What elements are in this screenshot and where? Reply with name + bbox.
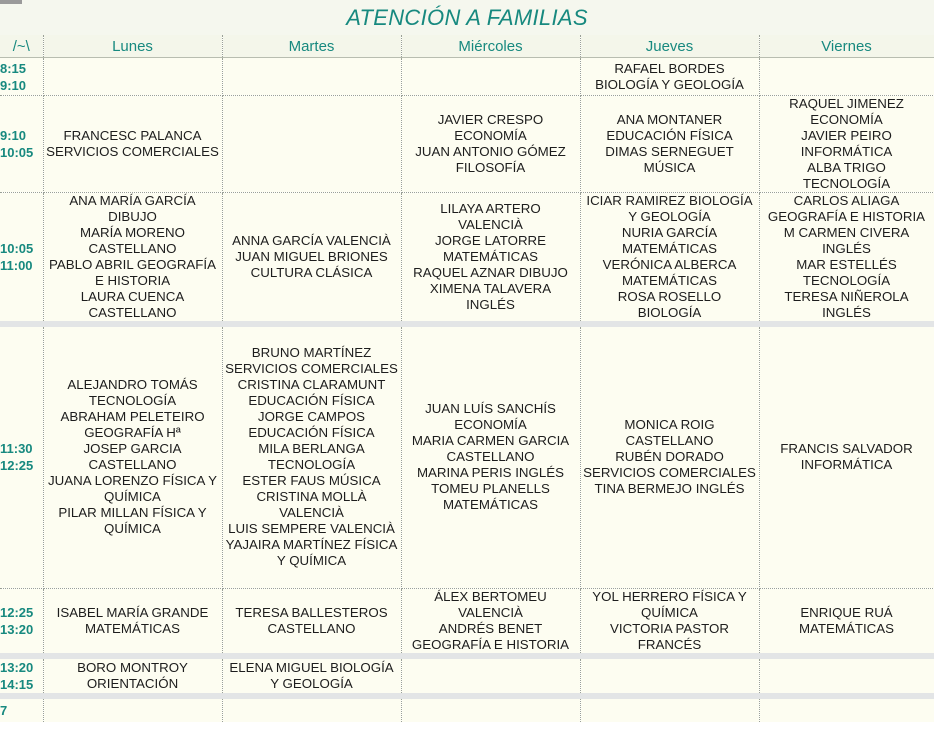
- cell-text-line: CASTELLANO: [625, 433, 714, 449]
- cell-text-line: FILOSOFÍA: [455, 160, 526, 175]
- cell-text-line: XIMENA TALAVERA: [429, 281, 552, 296]
- cell-text-line: QUÍMICA: [104, 489, 161, 505]
- schedule-cell-miercoles[interactable]: [401, 696, 580, 722]
- time-end: 13:20: [0, 621, 34, 637]
- cell-text-line: INGLÉS: [466, 297, 515, 312]
- schedule-cell-miercoles[interactable]: [401, 193, 580, 325]
- time-slot-cell[interactable]: [0, 588, 43, 656]
- schedule-cell-jueves[interactable]: [580, 96, 759, 193]
- schedule-cell-viernes[interactable]: [759, 656, 934, 696]
- cell-text-line: MATEMÁTICAS: [442, 497, 539, 513]
- day-header-viernes[interactable]: Viernes: [759, 35, 934, 58]
- cell-text-line: TINA BERMEJO INGLÉS: [594, 481, 745, 497]
- cell-text-line: VALENCIÀ: [279, 505, 344, 521]
- schedule-cell-jueves[interactable]: [580, 324, 759, 588]
- time-start: 13:20: [0, 659, 34, 675]
- cell-text-line: CULTURA CLÁSICA: [250, 265, 373, 280]
- cell-text-line: YOL HERRERO FÍSICA Y: [592, 588, 747, 604]
- cell-text-line: JOSEP GARCIA: [83, 441, 182, 457]
- schedule-cell-lunes[interactable]: [43, 656, 222, 696]
- table-row: [0, 324, 934, 588]
- cell-text-line: RAFAEL BORDES: [614, 60, 725, 76]
- schedule-cell-miercoles[interactable]: [401, 324, 580, 588]
- cell-text-line: QUÍMICA: [641, 604, 698, 620]
- cell-text-line: PABLO ABRIL GEOGRAFÍA: [48, 257, 216, 272]
- cell-text-line: MATEMÁTICAS: [84, 620, 181, 636]
- cell-text-line: LAURA CUENCA: [80, 289, 185, 304]
- table-row: [0, 58, 934, 96]
- cell-text-line: JAVIER CRESPO: [437, 112, 544, 127]
- window-corner-mark: [0, 0, 22, 4]
- cell-text-line: JUAN MIGUEL BRIONES: [235, 249, 388, 264]
- schedule-cell-jueves[interactable]: [580, 588, 759, 656]
- title-bar: [0, 0, 934, 36]
- cell-text-line: CRISTINA MOLLÀ: [256, 489, 367, 505]
- table-row: [0, 588, 934, 656]
- cell-text-line: CASTELLANO: [446, 449, 535, 465]
- cell-text-line: PILAR MILLAN FÍSICA Y: [58, 505, 207, 521]
- header-row: [0, 35, 934, 58]
- cell-text-line: VERÓNICA ALBERCA: [602, 257, 737, 272]
- time-start: 11:30: [0, 441, 33, 457]
- schedule-cell-lunes[interactable]: [43, 96, 222, 193]
- corner-cell[interactable]: /~\: [0, 35, 43, 58]
- cell-text-line: RAQUEL JIMENEZ: [789, 96, 904, 111]
- cell-text-line: VALENCIÀ: [458, 217, 523, 232]
- cell-text-line: MONICA ROIG: [624, 417, 715, 433]
- schedule-cell-miercoles[interactable]: [401, 96, 580, 193]
- cell-text-line: ENRIQUE RUÁ: [800, 604, 893, 620]
- time-end: 9:10: [0, 77, 27, 93]
- time-start: 12:25: [0, 604, 34, 620]
- schedule-cell-jueves[interactable]: [580, 58, 759, 96]
- cell-text-line: TERESA BALLESTEROS: [235, 604, 388, 620]
- cell-text-line: ECONOMÍA: [810, 112, 883, 127]
- schedule-cell-martes[interactable]: [222, 58, 401, 96]
- cell-text-line: MÚSICA: [643, 160, 696, 175]
- table-row: [0, 96, 934, 193]
- cell-text-line: EDUCACIÓN FÍSICA: [606, 128, 733, 143]
- cell-text-line: ÁLEX BERTOMEU: [434, 588, 547, 604]
- cell-text-line: ALEJANDRO TOMÁS: [67, 377, 198, 393]
- cell-text-line: ESTER FAUS MÚSICA: [242, 473, 381, 489]
- day-header-martes[interactable]: Martes: [222, 35, 401, 58]
- cell-text-line: EDUCACIÓN FÍSICA: [248, 425, 375, 441]
- time-start: 10:05: [0, 241, 34, 256]
- schedule-cell-viernes[interactable]: [759, 324, 934, 588]
- schedule-cell-viernes[interactable]: [759, 58, 934, 96]
- cell-text-line: TOMEU PLANELLS: [431, 481, 550, 497]
- table-row: [0, 656, 934, 696]
- cell-text-line: MARÍA MORENO: [80, 225, 185, 240]
- cell-text-line: FRANCIS SALVADOR: [780, 441, 913, 457]
- cell-text-line: DIMAS SERNEGUET: [605, 144, 734, 159]
- schedule-cell-lunes[interactable]: [43, 58, 222, 96]
- cell-text-line: JORGE CAMPOS: [257, 409, 366, 425]
- cell-text-line: DIBUJO: [108, 209, 157, 224]
- cell-text-line: CASTELLANO: [267, 620, 356, 636]
- schedule-cell-lunes[interactable]: [43, 324, 222, 588]
- cell-text-line: GEOGRAFÍA E HISTORIA: [767, 209, 926, 224]
- schedule-cell-jueves[interactable]: [580, 696, 759, 722]
- cell-text-line: BRUNO MARTÍNEZ: [251, 345, 372, 361]
- day-header-jueves[interactable]: Jueves: [580, 35, 759, 58]
- schedule-cell-jueves[interactable]: [580, 193, 759, 325]
- cell-text-line: MATEMÁTICAS: [621, 241, 718, 256]
- time-end: 10:05: [0, 145, 34, 160]
- schedule-cell-viernes[interactable]: [759, 696, 934, 722]
- cell-text-line: Y GEOLOGÍA: [628, 209, 711, 224]
- cell-text-line: JUAN ANTONIO GÓMEZ: [415, 144, 566, 159]
- schedule-cell-viernes[interactable]: [759, 588, 934, 656]
- cell-text-line: ANDRÉS BENET: [438, 620, 543, 636]
- cell-text-line: NURIA GARCÍA: [621, 225, 718, 240]
- cell-text-line: FRANCESC PALANCA: [63, 128, 202, 143]
- schedule-cell-miercoles[interactable]: [401, 58, 580, 96]
- schedule-cell-martes[interactable]: [222, 193, 401, 325]
- day-header-miercoles[interactable]: Miércoles: [401, 35, 580, 58]
- cell-text-line: INFORMÁTICA: [800, 144, 893, 159]
- cell-text-line: GEOGRAFÍA Hª: [84, 425, 181, 441]
- time-slot-cell[interactable]: [0, 656, 43, 696]
- schedule-cell-viernes[interactable]: [759, 193, 934, 325]
- schedule-cell-jueves[interactable]: [580, 656, 759, 696]
- time-slot-cell[interactable]: [0, 324, 43, 588]
- time-end: 14:15: [0, 676, 34, 692]
- cell-text-line: MARINA PERIS INGLÉS: [416, 465, 565, 481]
- cell-text-line: INFORMÁTICA: [800, 457, 893, 473]
- cell-text-line: LILAYA ARTERO: [440, 201, 541, 216]
- cell-text-line: TECNOLOGÍA: [802, 273, 891, 288]
- schedule-cell-miercoles[interactable]: [401, 656, 580, 696]
- cell-text-line: SERVICIOS COMERCIALES: [46, 144, 219, 159]
- time-slot-cell[interactable]: [0, 193, 43, 325]
- cell-text-line: VALENCIÀ: [458, 604, 523, 620]
- cell-text-line: TECNOLOGÍA: [802, 176, 891, 191]
- cell-text-line: ANA MARÍA GARCÍA: [69, 193, 196, 208]
- cell-text-line: JORGE LATORRE: [434, 233, 547, 248]
- cell-text-line: CARLOS ALIAGA: [793, 193, 900, 208]
- time-start: 9:10: [0, 128, 27, 143]
- cell-text-line: RAQUEL AZNAR DIBUJO: [413, 265, 568, 280]
- cell-text-line: ECONOMÍA: [454, 417, 527, 433]
- cell-text-line: BORO MONTROY: [77, 659, 188, 675]
- cell-text-line: BIOLOGÍA Y GEOLOGÍA: [595, 76, 744, 92]
- cell-text-line: JAVIER PEIRO: [801, 128, 892, 143]
- schedule-cell-martes[interactable]: [222, 324, 401, 588]
- schedule-cell-viernes[interactable]: [759, 96, 934, 193]
- time-start: 8:15: [0, 60, 27, 76]
- cell-text-line: RUBÉN DORADO: [615, 449, 724, 465]
- time-slot-cell[interactable]: [0, 696, 43, 722]
- cell-text-line: ANA MONTANER: [616, 112, 723, 127]
- cell-text-line: ROSA ROSELLO: [617, 289, 722, 304]
- cell-text-line: CASTELLANO: [88, 305, 177, 320]
- time-start: 7: [0, 702, 8, 718]
- schedule-cell-martes[interactable]: [222, 656, 401, 696]
- time-end: 11:00: [0, 258, 33, 273]
- cell-text-line: VICTORIA PASTOR: [610, 620, 729, 636]
- schedule-cell-martes[interactable]: [222, 96, 401, 193]
- cell-text-line: TERESA NIÑEROLA: [784, 289, 909, 304]
- cell-text-line: ECONOMÍA: [454, 128, 527, 143]
- cell-text-line: INGLÉS: [822, 305, 871, 320]
- cell-text-line: SERVICIOS COMERCIALES: [583, 465, 756, 481]
- cell-text-line: ELENA MIGUEL BIOLOGÍA: [229, 659, 394, 675]
- cell-text-line: ICIAR RAMIREZ BIOLOGÍA: [586, 193, 753, 208]
- schedule-cell-martes[interactable]: [222, 588, 401, 656]
- cell-text-line: MATEMÁTICAS: [621, 273, 718, 288]
- table-row: [0, 696, 934, 722]
- cell-text-line: BIOLOGÍA: [637, 305, 702, 320]
- schedule-cell-lunes[interactable]: [43, 193, 222, 325]
- cell-text-line: ISABEL MARÍA GRANDE: [56, 604, 209, 620]
- cell-text-line: ALBA TRIGO: [807, 160, 886, 175]
- cell-text-line: LUIS SEMPERE VALENCIÀ: [228, 521, 395, 537]
- time-end: 12:25: [0, 458, 34, 474]
- cell-text-line: Y GEOLOGÍA: [270, 675, 353, 691]
- cell-text-line: M CARMEN CIVERA: [783, 225, 910, 240]
- schedule-cell-miercoles[interactable]: [401, 588, 580, 656]
- cell-text-line: Y QUÍMICA: [276, 553, 347, 569]
- schedule-grid: [0, 35, 934, 722]
- cell-text-line: MATEMÁTICAS: [798, 620, 895, 636]
- cell-text-line: ORIENTACIÓN: [86, 675, 179, 691]
- cell-text-line: ABRAHAM PELETEIRO: [60, 409, 205, 425]
- cell-text-line: MARIA CARMEN GARCIA: [411, 433, 570, 449]
- day-header-lunes[interactable]: Lunes: [43, 35, 222, 58]
- cell-text-line: INGLÉS: [822, 241, 871, 256]
- cell-text-line: GEOGRAFÍA E HISTORIA: [411, 636, 570, 652]
- cell-text-line: MAR ESTELLÉS: [796, 257, 897, 272]
- cell-text-line: MATEMÁTICAS: [442, 249, 539, 264]
- time-slot-cell[interactable]: [0, 58, 43, 96]
- cell-text-line: CASTELLANO: [88, 457, 177, 473]
- cell-text-line: E HISTORIA: [94, 273, 171, 288]
- cell-text-line: MILA BERLANGA: [258, 441, 365, 457]
- cell-text-line: TECNOLOGÍA: [88, 393, 177, 409]
- schedule-cell-lunes[interactable]: [43, 696, 222, 722]
- cell-text-line: QUÍMICA: [104, 521, 161, 537]
- cell-text-line: CASTELLANO: [88, 241, 177, 256]
- schedule-cell-martes[interactable]: [222, 696, 401, 722]
- cell-text-line: EDUCACIÓN FÍSICA: [248, 393, 375, 409]
- table-row: [0, 193, 934, 325]
- time-slot-cell[interactable]: [0, 96, 43, 193]
- cell-text-line: CRISTINA CLARAMUNT: [237, 377, 386, 393]
- cell-text-line: JUANA LORENZO FÍSICA Y: [48, 473, 217, 489]
- sheet-title: ATENCIÓN A FAMILIAS: [346, 5, 588, 30]
- cell-text-line: FRANCÉS: [637, 636, 702, 652]
- cell-text-line: SERVICIOS COMERCIALES: [225, 361, 398, 377]
- cell-text-line: TECNOLOGÍA: [267, 457, 356, 473]
- cell-text-line: JUAN LUÍS SANCHÍS: [425, 401, 556, 417]
- cell-text-line: ANNA GARCÍA VALENCIÀ: [232, 233, 391, 248]
- cell-text-line: YAJAIRA MARTÍNEZ FÍSICA: [225, 537, 398, 553]
- schedule-cell-lunes[interactable]: [43, 588, 222, 656]
